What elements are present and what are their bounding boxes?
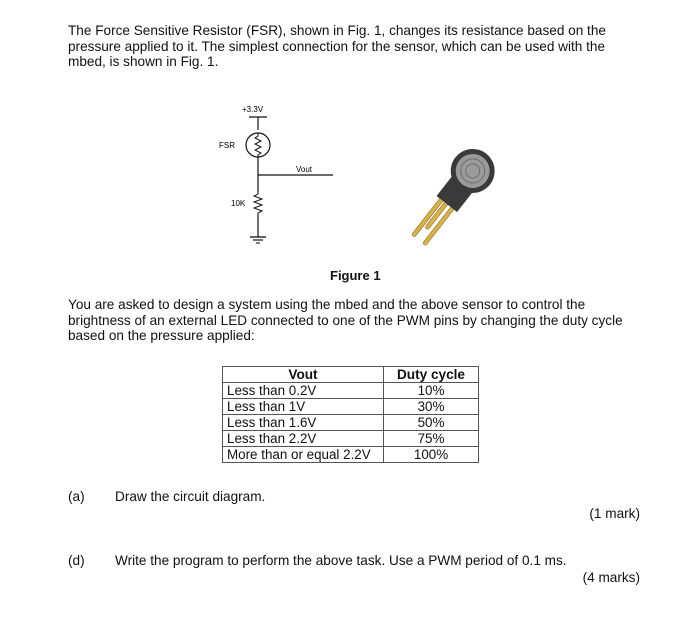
question-a-marks: (1 mark) [589, 506, 640, 521]
fsr-label: FSR [219, 141, 235, 150]
table-header-row [223, 367, 479, 383]
task-paragraph: You are asked to design a system using the mbed and the above sensor to control the brightness of an external LED connected to one of the PWM pins by changing the duty cycle based on the pressure applied: [68, 297, 623, 343]
question-d-label: (d) [68, 553, 85, 568]
fsr-circuit-diagram [205, 100, 345, 260]
fsr-resistor-zigzag [255, 133, 261, 157]
question-d-text: Write the program to perform the above task. Use a PWM period of 0.1 ms. [115, 553, 567, 568]
duty-cell: 50% [384, 415, 479, 431]
vout-cell: Less than 2.2V [223, 431, 384, 447]
duty-cycle-table [222, 366, 479, 463]
fsr-sensor-image [385, 135, 505, 255]
vout-cell: Less than 1.6V [223, 415, 384, 431]
ground-icon [250, 237, 266, 243]
header-vout: Vout [223, 367, 384, 383]
table-row [223, 383, 479, 399]
duty-cell: 10% [384, 383, 479, 399]
supply-label: +3.3V [242, 105, 264, 114]
vout-cell: Less than 1V [223, 399, 384, 415]
question-d-marks: (4 marks) [582, 570, 640, 585]
vout-label: Vout [296, 165, 313, 174]
table-row [223, 415, 479, 431]
table-row [223, 399, 479, 415]
vout-cell: Less than 0.2V [223, 383, 384, 399]
question-a-text: Draw the circuit diagram. [115, 489, 266, 504]
table-row [223, 431, 479, 447]
intro-paragraph: The Force Sensitive Resistor (FSR), shown in Fig. 1, changes its resistance based on the pressure applied to it. The simplest connection for the sensor, which can be used with the mbed, is shown in Fig. 1. [68, 23, 606, 69]
table-row [223, 447, 479, 463]
question-a-label: (a) [68, 489, 85, 504]
resistor-label: 10K [231, 199, 246, 208]
header-duty-cycle: Duty cycle [384, 367, 479, 383]
figure-caption: Figure 1 [330, 268, 381, 283]
duty-cell: 100% [384, 447, 479, 463]
duty-cell: 30% [384, 399, 479, 415]
resistor-10k-zigzag [254, 192, 262, 215]
vout-cell: More than or equal 2.2V [223, 447, 384, 463]
duty-cell: 75% [384, 431, 479, 447]
sensor-pin-left [411, 195, 445, 237]
